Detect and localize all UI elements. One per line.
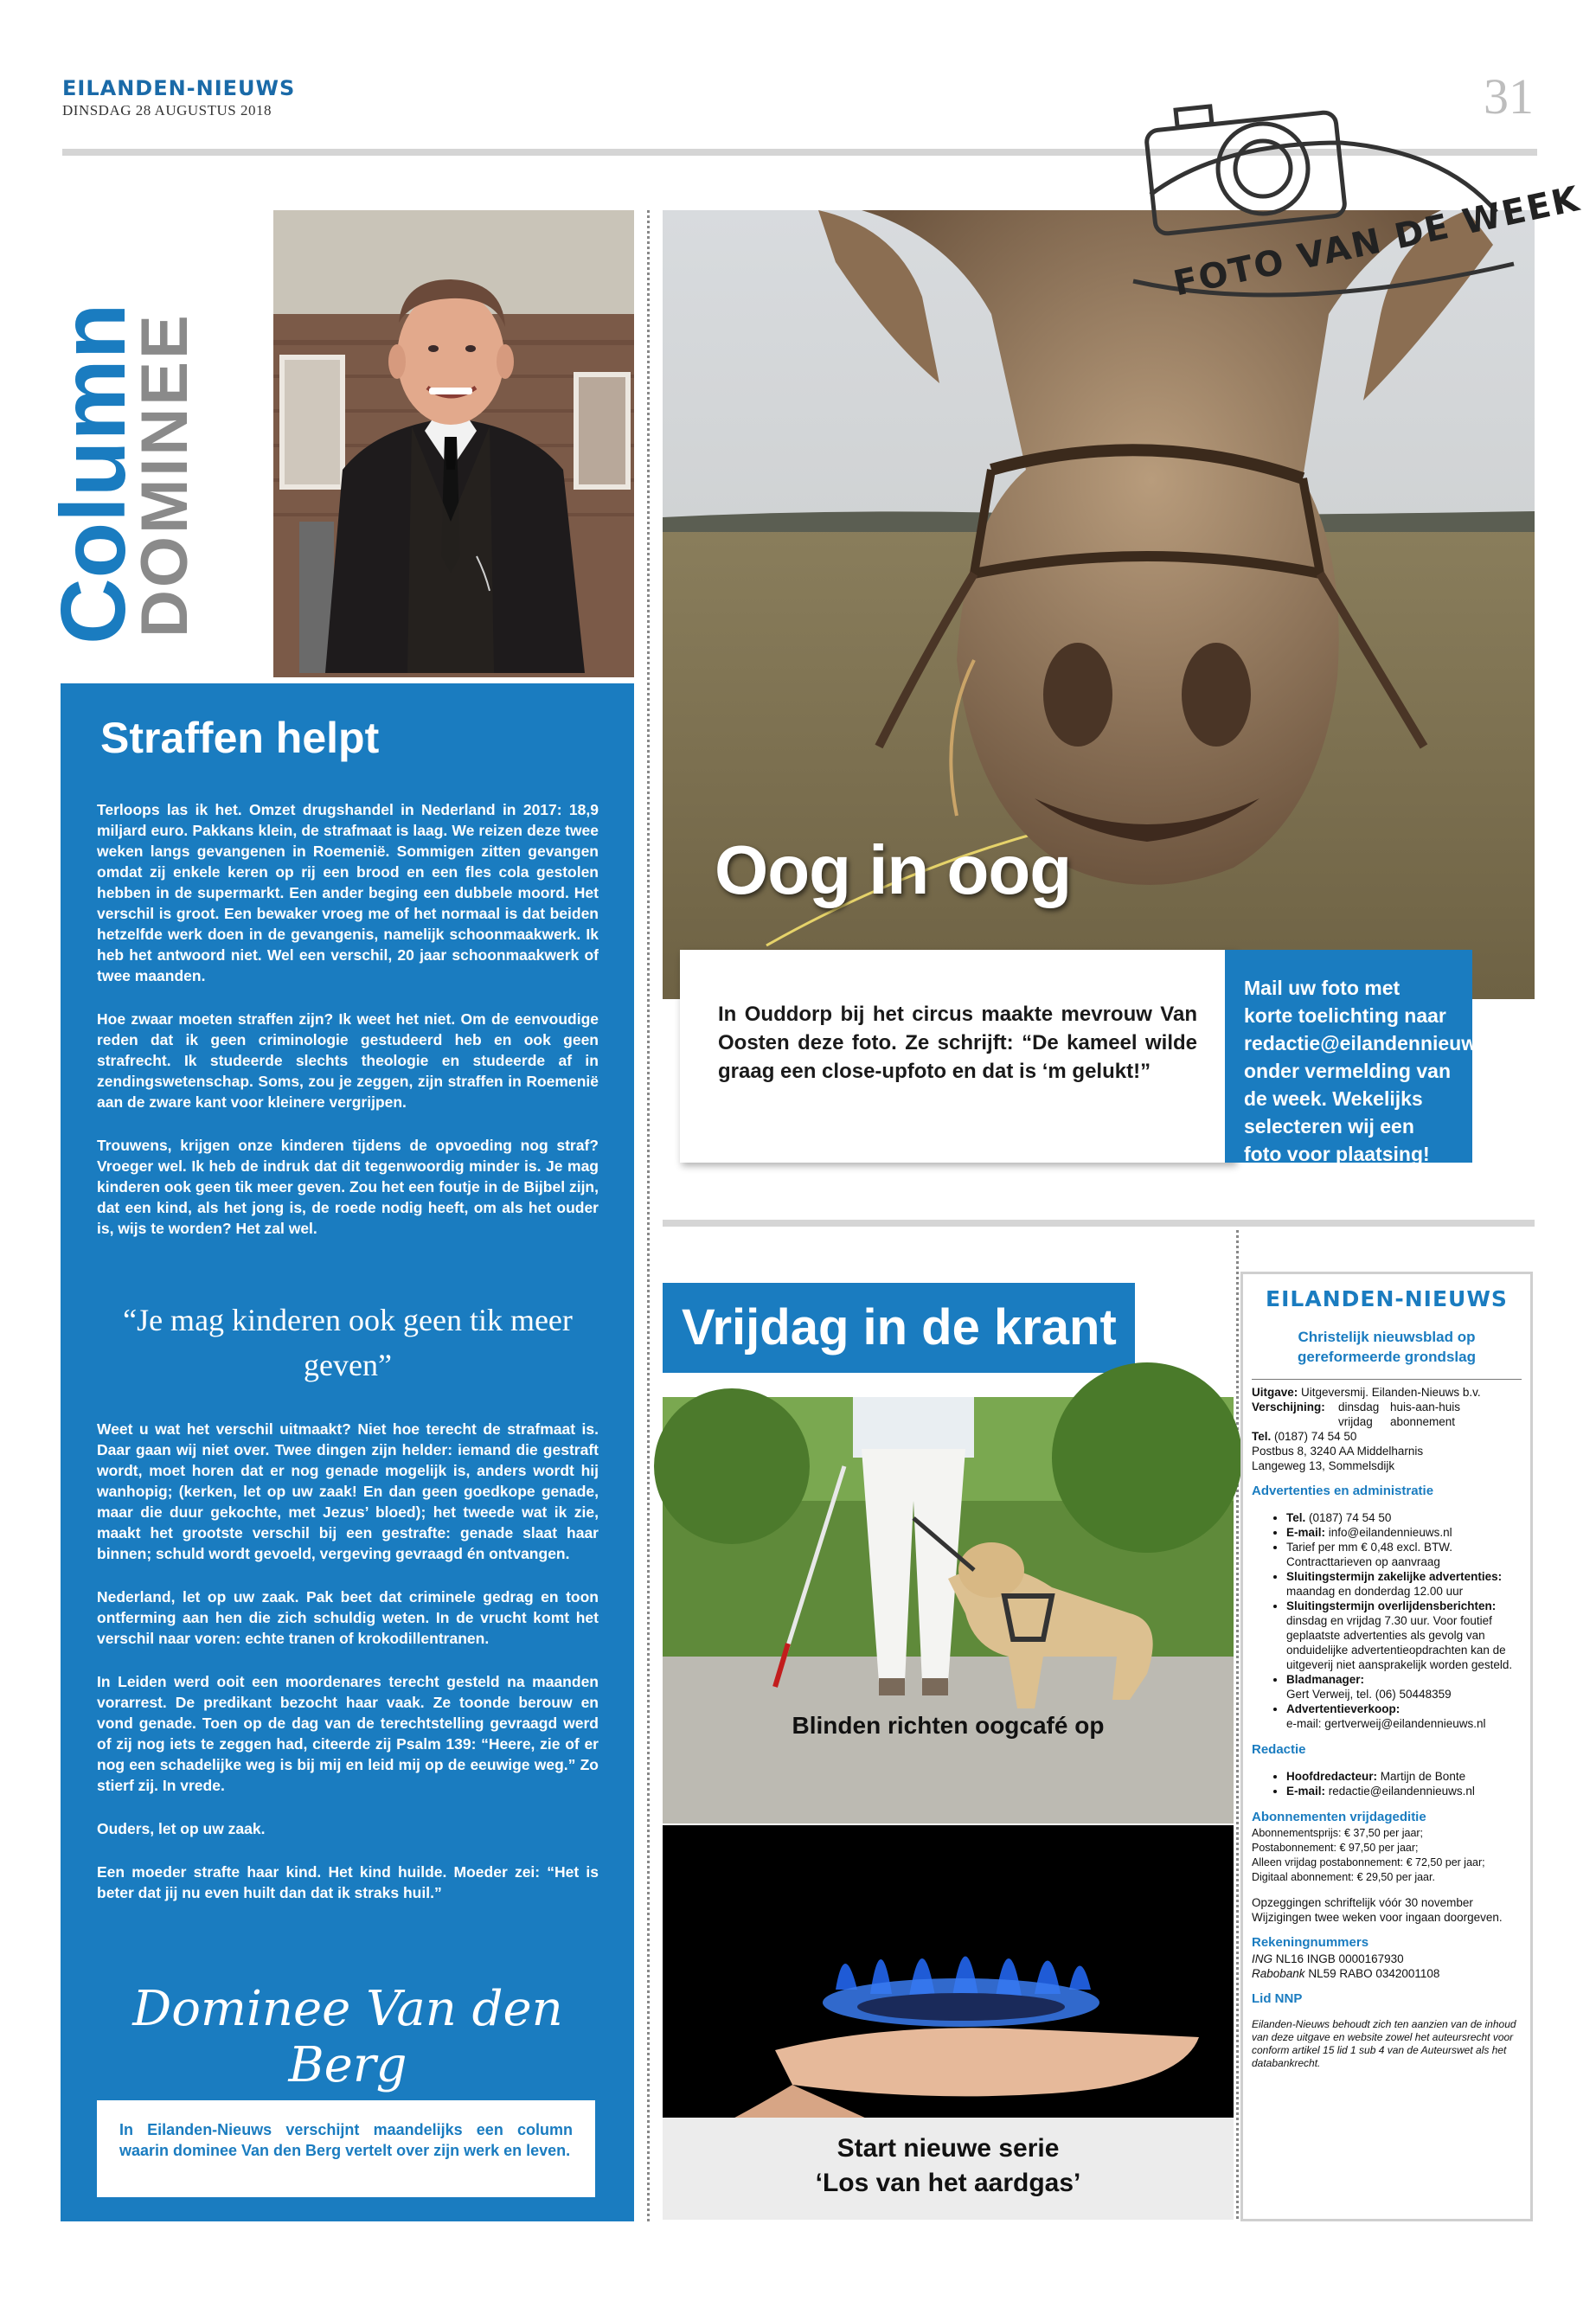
foto-van-de-week-stamp bbox=[1116, 91, 1585, 333]
column-body-part1 bbox=[97, 799, 599, 1261]
value: Uitgeversmij. Eilanden-Nieuws b.v. bbox=[1301, 1386, 1481, 1399]
label: Uitgave: bbox=[1252, 1386, 1298, 1399]
label: Sluitingstermijn zakelijke advertenties: bbox=[1286, 1569, 1503, 1583]
label: Tel. bbox=[1252, 1430, 1272, 1443]
column-separator-right bbox=[1236, 1224, 1239, 2219]
label: E-mail: bbox=[1286, 1784, 1326, 1798]
column-infobox: In Eilanden-Nieuws verschijnt maandelijks een column waarin dominee Van den Berg vertelt over zijn werk en leven. bbox=[97, 2100, 595, 2197]
label: E-mail: bbox=[1286, 1525, 1326, 1539]
label: Tel. bbox=[1286, 1510, 1306, 1524]
publication-date: DINSDAG 28 AUGUSTUS 2018 bbox=[62, 102, 272, 119]
column-paragraph: In Leiden werd ooit een moordenares terecht gesteld na maanden vorarrest. De predikant bezocht haar vaak. Ze toonde berouw en vond genade. Toen op de dag van de terechtstelling gevraagd werd of zij nog iets te zeggen had, citeerde zij Psalm 139: “Heere, zie of er nog een schadelijke weg is bij mij en leid mij op de eeuwige weg.” Zo stierf zij. In vrede. bbox=[97, 1673, 599, 1794]
column-paragraph: Weet u wat het verschil uitmaakt? Niet hoe terecht de strafmaat is. Daar gaan wij niet over. Twee dingen zijn helder: iemand die gestraft wordt, moet horen dat er nog genade mogelijk is, anders wordt hij wanhopig; (kerken, let op uw zaak! En dan geen goedkope genade, maar die duur gekochte, met Jezus’ bloed); het tweede wat ik zie, maakt het grootste verschil bij een gestrafte: genade slaat haar binnen; schuld wordt gevoeld, vergeving gevraagd én ontvangen. bbox=[97, 1420, 599, 1562]
value: maandag en donderdag 12.00 uur bbox=[1286, 1584, 1464, 1598]
label: Verschijning: bbox=[1252, 1400, 1325, 1413]
value: (0187) 74 54 50 bbox=[1309, 1510, 1392, 1524]
colophon-subtitle-line: Christelijk nieuwsblad op bbox=[1298, 1329, 1476, 1345]
value: info@eilandennieuws.nl bbox=[1328, 1525, 1452, 1539]
value: vrijdag bbox=[1338, 1415, 1373, 1428]
column-paragraph: Nederland, let op uw zaak. Pak beet dat criminele gedrag en toon ontferming aan hen die zich schuldig weten. In de vrucht komt het verschil naar voren: echte tranen of krokodillentranen. bbox=[97, 1588, 599, 1647]
address-line: Postbus 8, 3240 AA Middelharnis bbox=[1252, 1445, 1424, 1458]
colophon-heading: Rekeningnummers bbox=[1252, 1935, 1369, 1950]
value: abonnement bbox=[1390, 1415, 1456, 1428]
label: Advertentieverkoop: bbox=[1286, 1702, 1401, 1715]
column-paragraph: Ouders, let op uw zaak. bbox=[97, 1820, 266, 1837]
price-line: Alleen vrijdag postabonnement: € 72,50 per jaar; bbox=[1252, 1856, 1485, 1868]
photo-title: Oog in oog bbox=[715, 831, 1072, 908]
colophon-subtitle bbox=[1252, 1327, 1522, 1367]
photo-caption: In Ouddorp bij het circus maakte mevrouw Van Oosten deze foto. Ze schrijft: “De kameel wilde graag een close-upfoto en dat is ‘m gelukt!” bbox=[680, 950, 1235, 1163]
bank-accounts bbox=[1252, 1952, 1522, 1981]
column-paragraph: Trouwens, krijgen onze kinderen tijdens de opvoeding nog straf? Vroeger wel. Ik heb de indruk dat dit tegenwoordig minder is. Je mag kinderen ook geen tik meer geven. Zou het een foutje in de Bijbel zijn, dat een kind, als het jong is, de roede nodig heeft, om als het ouder is, wijs te worden? Het zal wel. bbox=[97, 1137, 599, 1237]
stamp-text: FOTO VAN DE WEEK bbox=[1170, 178, 1585, 304]
column-headline: Straffen helpt bbox=[100, 714, 380, 762]
masthead-logo: EILANDEN-NIEUWS bbox=[62, 76, 296, 100]
value: huis-aan-huis bbox=[1390, 1400, 1461, 1413]
label: Hoofdredacteur: bbox=[1286, 1769, 1378, 1783]
address-line: Langeweg 13, Sommelsdijk bbox=[1252, 1459, 1395, 1472]
colophon bbox=[1240, 1272, 1533, 2221]
friday-item-1: Blinden richten oogcafé op bbox=[792, 1712, 1105, 1739]
friday-item-2 bbox=[663, 2118, 1234, 2220]
price-line: Abonnementsprijs: € 37,50 per jaar; bbox=[1252, 1827, 1424, 1839]
colophon-heading: Abonnementen vrijdageditie bbox=[1252, 1810, 1426, 1824]
camera-icon bbox=[1116, 91, 1585, 333]
account-number: NL16 INGB 0000167930 bbox=[1275, 1952, 1404, 1965]
author-photo bbox=[273, 210, 634, 673]
column-label-small: DOMINEE bbox=[128, 312, 202, 638]
column-label-big: Column bbox=[42, 303, 144, 644]
pull-quote: “Je mag kinderen ook geen tik meer geven” bbox=[123, 1303, 573, 1382]
friday-item-2-line2: ‘Los van het aardgas’ bbox=[815, 2169, 1081, 2197]
column-body-part2 bbox=[97, 1419, 599, 1926]
colophon-subtitle-line: gereformeerde grondslag bbox=[1298, 1349, 1476, 1365]
value: Gert Verweij, tel. (06) 50448359 bbox=[1286, 1687, 1452, 1701]
author-signature: Dominee Van den Berg bbox=[132, 1981, 563, 2093]
guide-dog-photo bbox=[663, 1397, 1234, 1823]
account-number: NL59 RABO 0342001108 bbox=[1308, 1967, 1440, 1980]
price-line: Digitaal abonnement: € 29,50 per jaar. bbox=[1252, 1871, 1435, 1883]
value: Martijn de Bonte bbox=[1380, 1769, 1466, 1783]
page-number: 31 bbox=[1484, 68, 1534, 125]
membership: Lid NNP bbox=[1252, 1991, 1303, 2006]
column-paragraph: Terloops las ik het. Omzet drugshandel in Nederland in 2017: 18,9 miljard euro. Pakkans klein, de strafmaat is laag. We reizen deze twee weken langs gevangenen in Roemenië. Sommigen zitten gevangen omdat zij enkele keren op rij een brood en een fles cola gestolen hebben in de supermarkt. Een ander beging een dubbele moord. Het verschil is groot. Een bewaker vroeg me of het normaal is dat beiden hetzelfde werk doen in de gevangenis, namelijk schoonmaakwerk. Ik heb het antwoord niet. Wel een verschil, 20 jaar schoonmaakwerk of twee maanden. bbox=[97, 801, 599, 984]
column-paragraph: Hoe zwaar moeten straffen zijn? Ik weet het niet. Om de eenvoudige reden dat ik geen criminologie gestudeerd heb en ook geen strafrecht. Ik studeerde slechts theologie en studeerde af in zendingswetenschap. Soms, zou je zeggen, zijn straffen in Roemenië aan de zware kant voor kleinere vergrijpen. bbox=[97, 1010, 599, 1111]
copyright-disclaimer: Eilanden-Nieuws behoudt zich ten aanzien van de inhoud van deze uitgave en website zowel het auteursrecht voor conform artikel 15 lid 1 sub 4 van de Auteurswet als het databankrecht. bbox=[1252, 2018, 1516, 2069]
friday-item-2-line1: Start nieuwe serie bbox=[836, 2134, 1060, 2163]
column-paragraph: Een moeder strafte haar kind. Het kind huilde. Moeder zei: “Het is beter dat jij nu even huilt dan dat ik straks huil.” bbox=[97, 1863, 599, 1901]
colophon-logo: EILANDEN-NIEUWS bbox=[1266, 1286, 1508, 1311]
colophon-heading: Redactie bbox=[1252, 1742, 1306, 1757]
colophon-rule bbox=[1252, 1379, 1522, 1380]
subscription-prices bbox=[1252, 1826, 1522, 1885]
label: Sluitingstermijn overlijdensberichten: bbox=[1286, 1599, 1497, 1612]
value: redactie@eilandennieuws.nl bbox=[1328, 1784, 1475, 1798]
submit-photo-note: Mail uw foto met korte toelichting naar redactie@eilandennieuws.nl onder vermelding van de week. Wekelijks selecteren wij een foto voor plaatsing! bbox=[1225, 950, 1472, 1163]
value: (0187) 74 54 50 bbox=[1274, 1430, 1357, 1443]
gas-flame-photo bbox=[663, 1825, 1234, 2128]
price-line: Postabonnement: € 97,50 per jaar; bbox=[1252, 1842, 1419, 1854]
column-separator-left bbox=[647, 210, 650, 2221]
value: dinsdag bbox=[1338, 1400, 1380, 1413]
label: Bladmanager: bbox=[1286, 1672, 1365, 1686]
advertising-list bbox=[1252, 1510, 1522, 1731]
friday-preview-heading: Vrijdag in de krant bbox=[663, 1283, 1135, 1373]
value: Tarief per mm € 0,48 excl. BTW. Contracttarieven op aanvraag bbox=[1286, 1540, 1453, 1568]
colophon-publisher bbox=[1252, 1385, 1522, 1473]
editorial-list bbox=[1252, 1769, 1522, 1798]
cancellation-note: Opzeggingen schriftelijk vóór 30 november Wijzigingen twee weken voor ingaan doorgeven. bbox=[1252, 1896, 1503, 1924]
bank-name: Rabobank bbox=[1252, 1967, 1305, 1980]
section-rule bbox=[663, 1220, 1535, 1227]
colophon-heading: Advertenties en administratie bbox=[1252, 1484, 1434, 1498]
bank-name: ING bbox=[1252, 1952, 1273, 1965]
value: e-mail: gertverweij@eilandennieuws.nl bbox=[1286, 1716, 1486, 1730]
value: dinsdag en vrijdag 7.30 uur. Voor foutief geplaatste advertenties als gevolg van onduidelijke advertentieopdrachten kan de uitgeverij niet aansprakelijk worden gesteld. bbox=[1286, 1613, 1513, 1671]
